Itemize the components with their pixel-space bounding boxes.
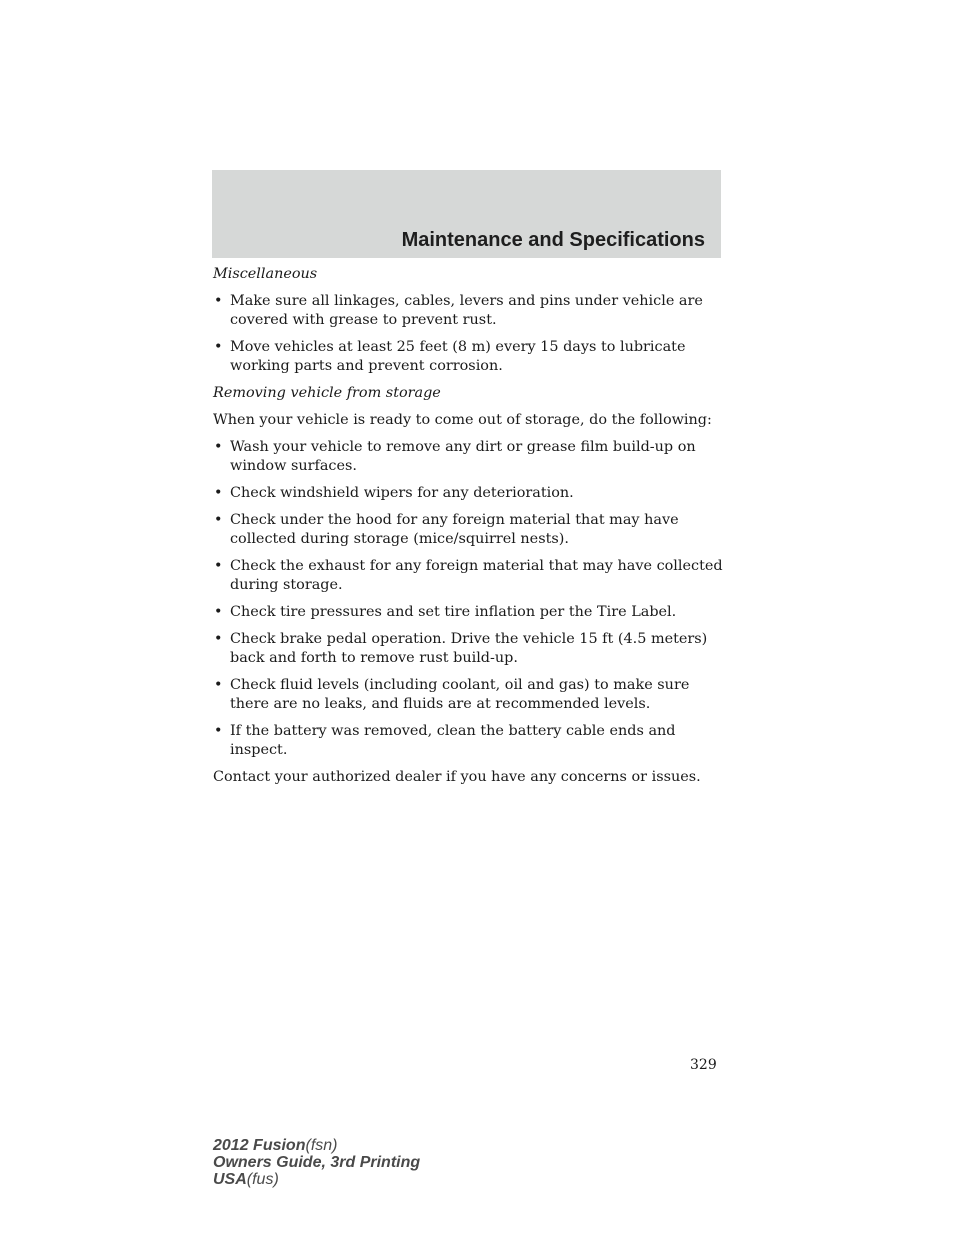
section-header-band (212, 170, 721, 258)
bullet-icon: • (214, 512, 223, 528)
list-item-text: Check brake pedal operation. Drive the vehicle 15 ft (4.5 meters) back and forth to remove rust build-up. (230, 631, 708, 666)
list-item-text: Check under the hood for any foreign material that may have collected during storage (mice/squirrel nests). (230, 512, 679, 547)
subheading-removing-vehicle: Removing vehicle from storage (213, 385, 441, 401)
list-item-text: Check tire pressures and set tire inflation per the Tire Label. (230, 604, 677, 620)
section-title: Maintenance and Specifications (401, 229, 705, 251)
list-item (213, 338, 728, 376)
list-item-text: Wash your vehicle to remove any dirt or grease film build-up on window surfaces. (230, 439, 696, 474)
bullet-list-removing (213, 438, 728, 760)
footer-line-printing: Owners Guide, 3rd Printing (213, 1154, 421, 1171)
bullet-icon: • (214, 293, 223, 309)
list-item-text: If the battery was removed, clean the battery cable ends and inspect. (230, 723, 676, 758)
bullet-icon: • (214, 677, 223, 693)
list-item (213, 630, 728, 668)
list-item-text: Make sure all linkages, cables, levers and pins under vehicle are covered with grease to prevent rust. (230, 293, 703, 328)
footer-region-code: (fus) (246, 1171, 279, 1188)
page-number: 329 (690, 1057, 717, 1073)
list-item-text: Check windshield wipers for any deterioration. (230, 485, 574, 501)
bullet-icon: • (214, 604, 223, 620)
bullet-list-miscellaneous (213, 292, 728, 376)
bullet-icon: • (214, 558, 223, 574)
bullet-icon: • (214, 485, 223, 501)
list-item (213, 676, 728, 714)
list-item-text: Check fluid levels (including coolant, oil and gas) to make sure there are no leaks, and fluids are at recommended levels. (230, 677, 690, 712)
closing-paragraph: Contact your authorized dealer if you have any concerns or issues. (213, 769, 701, 785)
footer-print-info (213, 1137, 420, 1188)
footer-line-region (213, 1171, 420, 1188)
intro-paragraph: When your vehicle is ready to come out of storage, do the following: (213, 412, 712, 428)
footer-line-model (213, 1137, 420, 1154)
footer-model-code: (fsn) (305, 1137, 338, 1154)
subheading-miscellaneous: Miscellaneous (213, 266, 318, 282)
list-item-text: Check the exhaust for any foreign material that may have collected during storage. (230, 558, 723, 593)
footer-model: 2012 Fusion (213, 1137, 306, 1154)
list-item (213, 438, 728, 476)
list-item (213, 292, 728, 330)
list-item (213, 603, 728, 622)
footer-region: USA (213, 1171, 247, 1188)
list-item (213, 484, 728, 503)
list-item-text: Move vehicles at least 25 feet (8 m) every 15 days to lubricate working parts and prevent corrosion. (230, 339, 686, 374)
list-item (213, 557, 728, 595)
page-content (213, 265, 728, 795)
list-item (213, 511, 728, 549)
bullet-icon: • (214, 723, 223, 739)
bullet-icon: • (214, 631, 223, 647)
bullet-icon: • (214, 439, 223, 455)
bullet-icon: • (214, 339, 223, 355)
list-item (213, 722, 728, 760)
